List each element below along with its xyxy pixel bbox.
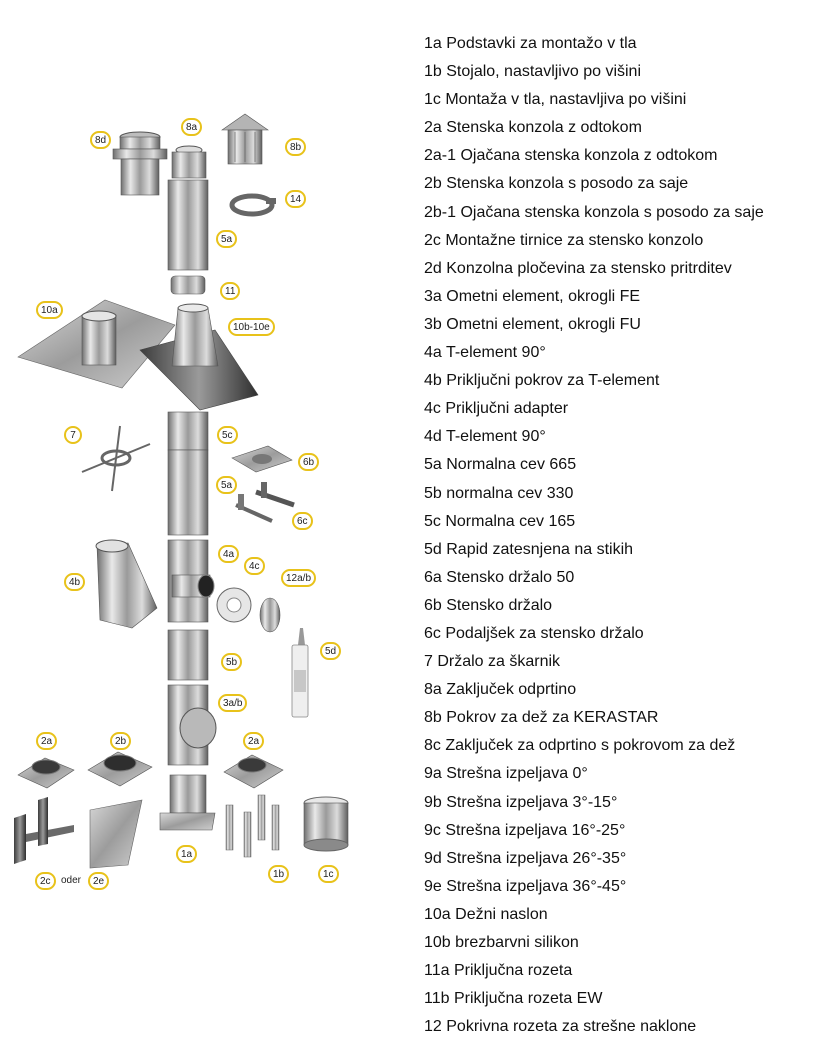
label-2a-left: 2a bbox=[36, 732, 57, 750]
label-6b: 6b bbox=[298, 453, 319, 471]
label-1c: 1c bbox=[318, 865, 339, 883]
label-6c: 6c bbox=[292, 512, 313, 530]
part-7-bracket bbox=[82, 426, 150, 491]
legend-item: 10b brezbarvni silikon bbox=[424, 934, 579, 951]
legend-item: 4b Priključni pokrov za T-element bbox=[424, 372, 660, 390]
legend-item: 2d Konzolna pločevina za stensko pritrditev bbox=[424, 259, 732, 277]
legend-item: 7 Držalo za škarnik bbox=[424, 653, 561, 671]
part-6c-extensions bbox=[236, 482, 294, 521]
legend-item: 9a Strešna izpeljava 0° bbox=[424, 765, 588, 783]
label-4c: 4c bbox=[244, 557, 265, 575]
part-4b-tee-cover bbox=[96, 540, 157, 628]
label-3a-b: 3a/b bbox=[218, 694, 247, 712]
legend-item: 5b normalna cev 330 bbox=[424, 484, 574, 502]
label-8d: 8d bbox=[90, 131, 111, 149]
legend-item: 4c Priključni adapter bbox=[424, 400, 569, 418]
part-5d-silicone-tube bbox=[292, 628, 308, 717]
legend-item: 1a Podstavki za montažo v tla bbox=[424, 35, 637, 52]
part-1c-floor-mount bbox=[304, 797, 348, 851]
parts-legend bbox=[424, 30, 764, 1041]
label-5a-top: 5a bbox=[216, 230, 237, 248]
label-1a: 1a bbox=[176, 845, 197, 863]
legend-item: 4a T-element 90° bbox=[424, 344, 546, 362]
legend-item: 3a Ometni element, okrogli FE bbox=[424, 287, 641, 305]
label-2b: 2b bbox=[110, 732, 131, 750]
main-pipe-column bbox=[160, 180, 216, 830]
legend-item: 5a Normalna cev 665 bbox=[424, 456, 577, 474]
part-2a-console-left bbox=[18, 758, 74, 788]
legend-item: 8a Zaključek odprtino bbox=[424, 681, 577, 699]
legend-item: 10a Dežni naslon bbox=[424, 905, 548, 923]
legend-item: 9b Strešna izpeljava 3°-15° bbox=[424, 793, 618, 811]
label-8b: 8b bbox=[285, 138, 306, 156]
legend-item: 2a-1 Ojačana stenska konzola z odtokom bbox=[424, 147, 718, 165]
legend-item: 5c Normalna cev 165 bbox=[424, 512, 576, 530]
label-10b-10e: 10b-10e bbox=[228, 318, 275, 336]
legend-item: 11a Priključna rozeta bbox=[424, 962, 573, 980]
part-2e-plate bbox=[90, 800, 142, 868]
legend-item: 4d T-element 90° bbox=[424, 428, 546, 446]
legend-item: 6a Stensko držalo 50 bbox=[424, 568, 575, 586]
label-4b: 4b bbox=[64, 573, 85, 591]
legend-item: 8c Zaključek za odprtino s pokrovom za dež bbox=[424, 737, 736, 755]
part-1b-stand bbox=[226, 795, 279, 857]
part-8d-cap bbox=[113, 132, 167, 195]
label-5c: 5c bbox=[217, 426, 238, 444]
label-4a: 4a bbox=[218, 545, 239, 563]
legend-item: 12 Pokrivna rozeta za strešne naklone bbox=[424, 1018, 697, 1036]
legend-item: 6b Stensko držalo bbox=[424, 596, 553, 614]
label-2a-right: 2a bbox=[243, 732, 264, 750]
label-7: 7 bbox=[64, 426, 82, 444]
label-5a-mid: 5a bbox=[216, 476, 237, 494]
label-10a: 10a bbox=[36, 301, 63, 319]
parts-illustration bbox=[0, 0, 400, 1032]
part-14-clamp bbox=[232, 196, 276, 214]
chimney-parts-diagram bbox=[0, 0, 400, 1032]
legend-item: 9e Strešna izpeljava 36°-45° bbox=[424, 877, 627, 895]
legend-item: 3b Ometni element, okrogli FU bbox=[424, 315, 641, 333]
label-5d: 5d bbox=[320, 642, 341, 660]
legend-item: 6c Podaljšek za stensko držalo bbox=[424, 624, 644, 642]
part-2b-console bbox=[88, 752, 152, 786]
part-2a-console-right bbox=[224, 755, 283, 788]
legend-item: 9c Strešna izpeljava 16°-25° bbox=[424, 821, 626, 839]
legend-item: 2b-1 Ojačana stenska konzola s posodo za saje bbox=[424, 203, 764, 221]
part-6b-wall-bracket bbox=[232, 446, 292, 472]
legend-item: 2a Stenska konzola z odtokom bbox=[424, 119, 642, 137]
label-14: 14 bbox=[285, 190, 306, 208]
legend-item: 8b Pokrov za dež za KERASTAR bbox=[424, 709, 659, 727]
part-12-rosettes bbox=[217, 588, 280, 632]
label-5b: 5b bbox=[221, 653, 242, 671]
legend-item: 9d Strešna izpeljava 26°-35° bbox=[424, 849, 627, 867]
legend-item: 11b Priključna rozeta EW bbox=[424, 990, 603, 1008]
part-8b-rain-cap bbox=[222, 114, 268, 164]
label-1b: 1b bbox=[268, 865, 289, 883]
legend-item: 5d Rapid zatesnjena na stikih bbox=[424, 540, 634, 558]
label-8a: 8a bbox=[181, 118, 202, 136]
legend-item: 2c Montažne tirnice za stensko konzolo bbox=[424, 231, 704, 249]
legend-item: 1b Stojalo, nastavljivo po višini bbox=[424, 63, 642, 81]
label-2c: 2c bbox=[35, 872, 56, 890]
part-8a-cap bbox=[172, 146, 206, 178]
label-11: 11 bbox=[220, 282, 240, 300]
part-2c-rails bbox=[14, 797, 74, 864]
legend-item: 1c Montaža v tla, nastavljiva po višini bbox=[424, 91, 687, 109]
oder-text: oder bbox=[61, 875, 82, 886]
legend-item: 2b Stenska konzola s posodo za saje bbox=[424, 175, 689, 193]
label-2e: 2e bbox=[88, 872, 109, 890]
label-12a-b: 12a/b bbox=[281, 569, 316, 587]
